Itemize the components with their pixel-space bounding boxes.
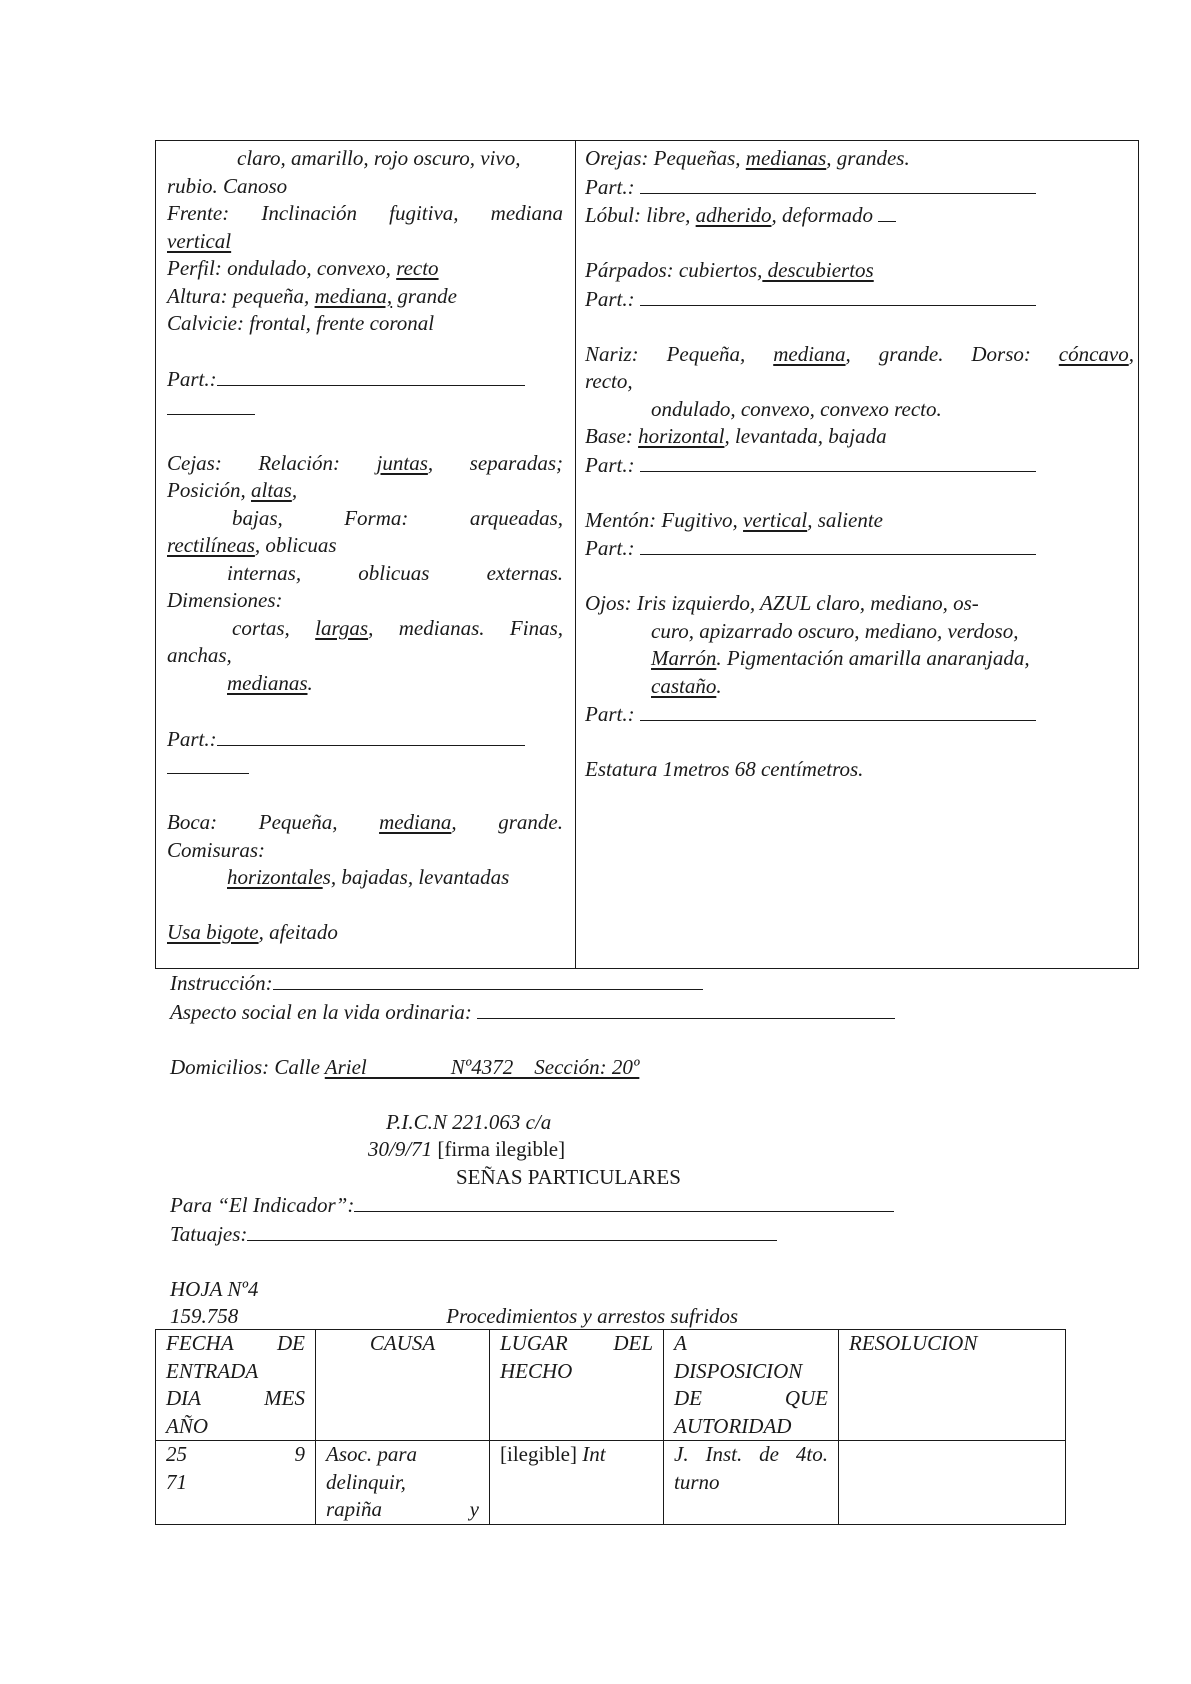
- fecha-firma-line: 30/9/71 [firma ilegible]: [368, 1137, 566, 1161]
- hair-line-1: claro, amarillo, rojo oscuro, vivo,: [237, 146, 521, 170]
- ojos-line-4: castaño.: [651, 673, 722, 698]
- part-field: Part.:: [167, 365, 563, 394]
- indicador-field: Para “El Indicador”:: [170, 1191, 970, 1220]
- bigote-line: Usa bigote, afeitado: [167, 920, 338, 944]
- table-row: [156, 1441, 1066, 1525]
- cejas-line-4: rectilíneas, oblicuas: [167, 533, 337, 557]
- cejas-line-1: Cejas: Relación: juntas, separadas;: [167, 450, 563, 475]
- boca-line-1: Boca: Pequeña, mediana, grande.: [167, 810, 563, 834]
- cejas-line-7: cortas, largas, medianas. Finas,: [232, 615, 563, 640]
- menton-line: Mentón: Fugitivo, vertical, saliente: [585, 507, 884, 532]
- pic-line: P.I.C.N 221.063 c/a: [386, 1109, 552, 1134]
- ojos-line-3: Marrón. Pigmentación amarilla anaranjada,: [651, 646, 1030, 670]
- table-header-row: [156, 1330, 1066, 1441]
- numero-procedimientos-line: 159.758 Procedimientos y arrestos sufridos: [170, 1304, 739, 1328]
- column-divider: [575, 141, 576, 968]
- personal-data-section: [170, 969, 970, 1331]
- header-resolucion: RESOLUCION: [839, 1330, 1066, 1441]
- domicilios-line: Domicilios: Calle Ariel Nº4372 Sección: 20º: [170, 1054, 640, 1079]
- boca-line-3: horizontales, bajadas, levantadas: [227, 865, 510, 889]
- altura-line: Altura: pequeña, mediana, grande: [167, 283, 457, 308]
- header-disposicion: A DISPOSICION DE QUE AUTORIDAD: [664, 1330, 839, 1441]
- cejas-line-5: internas, oblicuas externas.: [227, 560, 563, 585]
- description-table: [155, 140, 1139, 969]
- cejas-line-2: Posición, altas,: [167, 478, 298, 502]
- part-field: Part.:: [585, 700, 1134, 729]
- part-field: Part.:: [585, 285, 1134, 314]
- ojos-line-2: curo, apizarrado oscuro, mediano, verdoso,: [651, 618, 1019, 643]
- cell-fecha: 25 9 71: [156, 1441, 316, 1525]
- cejas-line-8: anchas,: [167, 643, 232, 667]
- right-column: [585, 145, 1134, 784]
- cell-lugar: [ilegible] Int: [490, 1441, 664, 1525]
- arrests-table: [155, 1329, 1066, 1525]
- part-field-continuation: [167, 753, 563, 782]
- ojos-line-1: Ojos: Iris izquierdo, AZUL claro, mediano, os-: [585, 591, 979, 615]
- nariz-line-3: ondulado, convexo, convexo recto.: [651, 396, 942, 421]
- cell-resolucion: [839, 1441, 1066, 1525]
- cejas-line-6: Dimensiones:: [167, 588, 283, 612]
- instruccion-field: Instrucción:: [170, 969, 970, 998]
- part-field: Part.:: [167, 725, 563, 754]
- boca-line-2: Comisuras:: [167, 837, 266, 862]
- lobul-line: Lóbul: libre, adherido, deformado: [585, 201, 1134, 230]
- estatura-line: Estatura 1metros 68 centímetros.: [585, 757, 864, 781]
- part-field: Part.:: [585, 534, 1134, 563]
- base-line: Base: horizontal, levantada, bajada: [585, 424, 887, 448]
- orejas-line: Orejas: Pequeñas, medianas, grandes.: [585, 146, 910, 170]
- cell-causa: Asoc. para delinquir, rapiña y: [316, 1441, 490, 1525]
- parpados-line: Párpados: cubiertos, descubiertos: [585, 258, 874, 282]
- cell-disposicion: J. Inst. de 4to. turno: [664, 1441, 839, 1525]
- header-causa: CAUSA: [316, 1330, 490, 1441]
- cejas-line-9: medianas.: [227, 670, 313, 695]
- header-fecha: FECHA DE ENTRADA DIA MES AÑO: [156, 1330, 316, 1441]
- nariz-line-2: recto,: [585, 369, 633, 393]
- aspecto-field: Aspecto social en la vida ordinaria:: [170, 998, 970, 1027]
- left-column: [167, 145, 563, 947]
- frente-line: Frente: Inclinación fugitiva, mediana: [167, 201, 563, 225]
- part-field: Part.:: [585, 451, 1134, 480]
- frente-line-2: vertical: [167, 228, 232, 253]
- header-lugar: LUGAR DEL HECHO: [490, 1330, 664, 1441]
- hair-line-2: rubio. Canoso: [167, 173, 288, 198]
- perfil-line: Perfil: ondulado, convexo, recto: [167, 256, 439, 280]
- calvicie-line: Calvicie: frontal, frente coronal: [167, 311, 435, 335]
- part-field-continuation: [167, 394, 563, 423]
- tatuajes-field: Tatuajes:: [170, 1220, 970, 1249]
- hoja-label: HOJA Nº4: [170, 1276, 259, 1301]
- senas-heading: SEÑAS PARTICULARES: [456, 1164, 681, 1189]
- part-field: Part.:: [585, 173, 1134, 202]
- nariz-line-1: Nariz: Pequeña, mediana, grande. Dorso: cóncavo,: [585, 341, 1134, 366]
- cejas-line-3: bajas, Forma: arqueadas,: [232, 505, 563, 530]
